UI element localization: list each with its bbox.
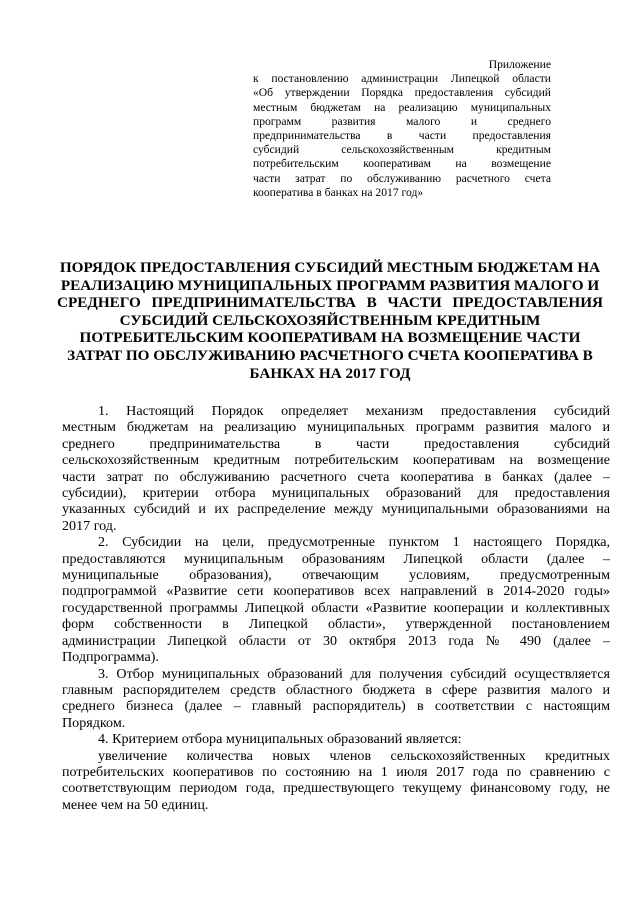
- paragraph-4: [62, 731, 610, 747]
- paragraph-2: [62, 534, 610, 665]
- appendix-title: Приложение: [488, 58, 551, 71]
- appendix-line: части затрат по обслуживанию расчетного счета: [253, 171, 551, 185]
- paragraph-line: государственной программы Липецкой области «Развитие кооперации и коллективных: [62, 599, 610, 616]
- paragraph-line: Порядком.: [62, 714, 126, 731]
- appendix-line: потребительским кооперативам на возмещение: [253, 157, 551, 171]
- paragraph-5: [62, 748, 610, 814]
- paragraph-3: [62, 666, 610, 732]
- title-line: СРЕДНЕГО ПРЕДПРИНИМАТЕЛЬСТВА В ЧАСТИ ПРЕДОСТАВЛЕНИЯ: [57, 294, 603, 312]
- paragraph-line: форм собственности в Липецкой области», утвержденной постановлением: [62, 616, 610, 633]
- title-line: ПОТРЕБИТЕЛЬСКИМ КООПЕРАТИВАМ НА ВОЗМЕЩЕНИЕ ЧАСТИ: [79, 329, 581, 347]
- paragraph-line: 2. Субсидии на цели, предусмотренные пунктом 1 настоящего Порядка,: [98, 534, 610, 551]
- appendix-line: предпринимательства в части предоставления: [253, 129, 551, 143]
- paragraph-line: потребительских кооперативов по состоянию на 1 июля 2017 года по сравнению с: [62, 763, 610, 780]
- appendix-line: «Об утверждении Порядка предоставления субсидий: [253, 86, 551, 100]
- appendix-block: [253, 58, 551, 200]
- paragraph-line: части затрат по обслуживанию расчетного счета кооператива в банках (далее –: [62, 468, 610, 485]
- paragraph-1: [62, 403, 610, 534]
- title-line: БАНКАХ НА 2017 ГОД: [249, 364, 411, 382]
- paragraph-line: сельскохозяйственным кредитным потребительским кооперативам на возмещение: [62, 452, 610, 469]
- paragraph-line: соответствующим периодом года, предшествующего текущему финансовому году, не: [62, 780, 610, 797]
- paragraph-line: главным распорядителем средств областного бюджета в сфере развития малого и: [62, 681, 610, 698]
- title-line: ЗАТРАТ ПО ОБСЛУЖИВАНИЮ РАСЧЕТНОГО СЧЕТА КООПЕРАТИВА В: [67, 346, 593, 364]
- paragraph-line: местным бюджетам на реализацию муниципальных программ развития малого и: [62, 419, 610, 436]
- paragraph-line: среднего предпринимательства в части предоставления субсидий: [62, 435, 610, 452]
- appendix-line: кооператива в банках на 2017 год»: [253, 185, 424, 199]
- paragraph-line: 3. Отбор муниципальных образований для получения субсидий осуществляется: [98, 665, 610, 682]
- paragraph-line: муниципальные образования), отвечающим условиям, предусмотренным: [62, 567, 610, 584]
- paragraph-line: субсидии), критерии отбора муниципальных образований для предоставления: [62, 485, 610, 502]
- appendix-line: местным бюджетам на реализацию муниципальных: [253, 100, 551, 114]
- paragraph-line: менее чем на 50 единиц.: [62, 796, 209, 813]
- appendix-line: программ развития малого и среднего: [253, 114, 551, 128]
- paragraph-line: 4. Критерием отбора муниципальных образований является:: [98, 731, 462, 748]
- document-title: [57, 259, 603, 382]
- paragraph-line: среднего бизнеса (далее – главный распорядитель) в соответствии с настоящим: [62, 698, 610, 715]
- paragraph-line: предоставляются муниципальным образованиям Липецкой области (далее –: [62, 550, 610, 567]
- paragraph-line: подпрограммой «Развитие сети кооперативов всех направлений в 2014-2020 годы»: [62, 583, 610, 600]
- title-line: ПОРЯДОК ПРЕДОСТАВЛЕНИЯ СУБСИДИЙ МЕСТНЫМ БЮДЖЕТАМ НА: [59, 259, 601, 276]
- title-line: РЕАЛИЗАЦИЮ МУНИЦИПАЛЬНЫХ ПРОГРАММ РАЗВИТИЯ МАЛОГО И: [60, 276, 600, 294]
- paragraph-line: 2017 год.: [62, 517, 117, 534]
- appendix-line: субсидий сельскохозяйственным кредитным: [253, 143, 551, 157]
- title-line: СУБСИДИЙ СЕЛЬСКОХОЗЯЙСТВЕННЫМ КРЕДИТНЫМ: [119, 311, 541, 329]
- paragraph-line: 1. Настоящий Порядок определяет механизм предоставления субсидий: [98, 403, 610, 419]
- document-body: [62, 403, 610, 813]
- appendix-line: к постановлению администрации Липецкой области: [253, 72, 551, 86]
- paragraph-line: указанных субсидий и их распределение между муниципальными образованиями на: [62, 501, 610, 518]
- paragraph-line: увеличение количества новых членов сельскохозяйственных кредитных: [98, 747, 610, 764]
- paragraph-line: администрации Липецкой области от 30 октября 2013 года № 490 (далее –: [62, 632, 610, 649]
- paragraph-line: Подпрограмма).: [62, 649, 159, 666]
